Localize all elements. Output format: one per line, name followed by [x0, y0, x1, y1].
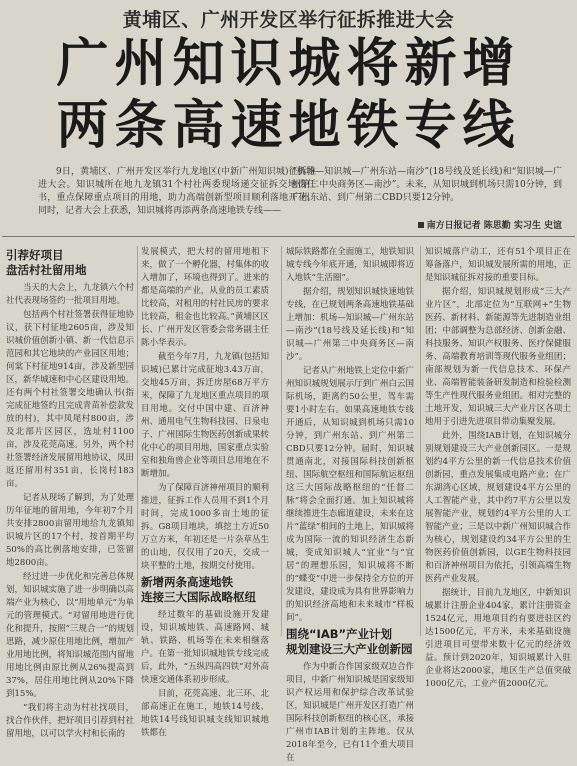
subheading-2	[141, 575, 269, 605]
subheading-line: 连接三大国际战略枢纽	[141, 590, 256, 604]
headline-line-1: 广州知识城将新增	[56, 34, 521, 94]
body-paragraph: 据统计，目前九龙地区，中新知识城累计注册企业404家，累计注册资金1524亿元，用地项目约有要进驻区约达1500亿元，平方米，未来基础设施引进项目可望带来数十亿元的经济效益。预计到2020年，知识城累计入驻企业将达2000家，地区生产总值突破1000亿元，工业产值2000亿元。	[425, 588, 571, 689]
byline-text: 南方日报记者 陈思勤 实习生 史谊	[426, 221, 562, 231]
column-divider	[137, 246, 138, 636]
body-paragraph: 作为中新合作国家级双边合作项目，中新广州知识城是国家级知识产权运用和保护综合改革试验区，知识城是广州开发区打造广州国际科技创新枢纽的核心区，承接广州市IAB计划的主阵地。仅从2018年至今，已有11个重大项目在	[286, 662, 414, 763]
body-paragraph: 据介绍，知识城规划形成“三大产业片区”，北部定位为“互联网+”生物医药、新材料、新能源等先进制造业组团；中部调整为总部经济、创新金融、科技服务、知识产权服务、医疗保健服务、高端教育培训等现代服务业组团；南部规划为新一代信息技术、环保产业、高端智能装备研发制造和检验检测等生产性现代服务业组团。相对完整的土地开发，知识城三大产业片区各项土地用于引进先进项目带动集聚发展。	[425, 287, 571, 427]
body-paragraph: 为了保障百济神州项目的顺利推进，征拆工作人员用不到1个月时间，完成1000多亩土地的征拆。G8项目地块，填挖土方近50万立方米，年初还是一片杂草丛生的山地，仅仅用了20天，交成一块平整的土地，按期交付使用。	[141, 483, 269, 571]
column-3	[286, 246, 414, 766]
body-paragraph: 截至今年7月，九龙镇(包括知识城)已累计完成征地3.43万亩，交地45万亩，拆迁房屋68万平方米，保障了九龙地区重点项目的项目用地。交付中国中建、百济神州、通用电气生物科技园、日泉电子、广州国际生物医药创新成果转化中心的项目用地，国家重点实验室和独角兽企业等项目总用地在不断增加。	[141, 352, 269, 479]
body-paragraph: 包括两个村社签署获得征地协议，获下村征地2605亩，涉及知识城价值创新小镇、新一代信息示范园和其它地块的产业园区用地；何棠下村征地914亩，涉及新型园区，新华城速和中心区建设用地。还有两个村社签署交地确认书(指完成征地签约且完成青苗补偿款发放的村)，其中凤尾村800亩，涉及北部片区园区，选址村1100亩，涉及花莞高速。另外，两个村社签署经济发展留用地协议，凤田返还留用村351亩，长岗村183亩。	[6, 310, 134, 489]
body-paragraph: “我们将主动为村社找项目，找合作伙伴，把好项目引荐到村社留用地，以可以学火村和长南的	[6, 703, 134, 739]
subheading-line: 新增两条高速地铁	[141, 575, 233, 589]
body-paragraph: 城际铁路都在全面施工，地铁知识城专线今年底开通，知识城即将迈入地铁“生活圈”。	[286, 247, 414, 283]
body-paragraph: 据介绍，规划知识城快速地铁专线，在已规划两条高速地铁基础上增加：机场—知识城—广州东站—南沙”(18号线及延长线)和“知识城—广州第二中央商务区—南沙”。	[286, 287, 414, 362]
column-divider	[420, 246, 421, 636]
subheading-line: 盘活村社留用地	[6, 263, 87, 277]
subheading-line: 围绕“IAB”产业计划	[286, 627, 393, 641]
headline-line-2: 两条高速地铁专线	[56, 96, 521, 156]
column-divider	[281, 246, 282, 636]
section-rule	[2, 236, 575, 237]
body-paragraph: 此外，围绕IAB计划，在知识城分别规划建设三大产业创新园区。一是规划约4平方公里的新一代信息技术价值创新园，重点发展集成电路产业；在广东湖湾心区域，规划建设4平方公里的人工智能产业，其中约7平方公里以发展智能产业，规划约4平方公里的人工智能产业；三是以中新广州知识城合作为核心，规划建设约34平方公里的生物医药价值创新园，以GE生物科技园和百济神州项目为依托，引领高端生物医药产业发展。	[425, 431, 571, 584]
column-2	[141, 246, 269, 741]
article-kicker: 黄埔区、广州开发区举行征拆推进大会	[122, 9, 455, 31]
body-paragraph: 记者从现场了解到，为了处理历年征地的留用地，今年初7个月共安排2800亩留用地给九龙镇知识城片区的17个村，按首期平均50%的高比例落地安排，已签留地2800亩。	[6, 493, 134, 568]
subheading-line: 引荐好项目	[6, 248, 64, 262]
subheading-line: 规划建设三大产业创新园	[286, 642, 413, 656]
body-paragraph: 发展模式，把大村的留用地租下来，做了一个孵化器，村集体的收入增加了，环境也得到了。进来的都是高端的产业，从业的员工素质比较高，对租用的村社民房的要求比较高，租金也比较高。”黄埔区区长、广州开发区管委会常务副主任陈小华表示。	[141, 247, 269, 348]
lead-paragraph-left: 9日，黄埔区、广州开发区举行九龙地区(中新广州知识城)征拆推进大会。知识城所在地九龙镇31个村社两委现场递交征拆交地责任书，重点保障重点项目的用地，助力高端创新型项目顺利落地开花。同时，记者大会上获悉，知识城将再添两条高速地铁专线——	[38, 167, 316, 216]
body-paragraph: 目前，花莞高速、北三环、北部高速正在施工，地铁14号线、地铁14号线知识城支线知识城地铁都在	[141, 689, 269, 738]
column-1	[6, 246, 134, 742]
subheading-1	[6, 248, 134, 278]
body-paragraph: 知识城落户动工，还有51个项目正在筹备落户，知识城发展所需的用地，正是知识城征拆对接的重要目标。	[425, 247, 571, 283]
lead-paragraph-right: “机场—知识城—广州东站—南沙”(18号线及延长线)和“知识城—广州第二中央商务区—南沙”。未来，从知识城到机场只需10分钟，到广州东站、到广州第二CBD只要12分钟。	[292, 167, 562, 203]
byline-square-icon	[418, 222, 424, 228]
body-paragraph: 当天的大会上，九龙镇六个村社代表现场签约一批项目用地。	[6, 283, 134, 306]
body-paragraph: 经过数年的基础设施开发建设，知识城地铁、高速路网、城轨、铁路、机场等在未来相继落户。在第一批知识城地铁专线完成后，此外，“五纵四高四铁”对外高快速交通体系初步形成。	[141, 610, 269, 685]
body-paragraph: 记者从广州地铁上定位中新广州知识城规划展示厅到广州白云国际机场，距离约50公里，驾车需要1小时左右。如果高速地铁专线开通后，从知识城到机场只需10分钟，到广州东站、到广州第二CBD只要12分钟。届时，知识城贯通南北，对接国际科技创新枢纽、国际航空枢纽和国际航运枢纽这三大国际战略枢纽的“任督二脉”将会全面打通。加上知识城将继续推进生态廊道建设，未来在这片“蓝绿”相间的土地上，知识城将成为国际一流的知识经济生态新城，变成知识城人“宜业”与“宜居”的理想乐园，知识城将不断的“蝶变”中进一步保持全方位的开发建设，建设成为具有世界影响力的知识经济高地和未来城市“样板间”。	[286, 366, 414, 623]
subheading-3	[286, 627, 414, 657]
byline	[300, 218, 562, 231]
body-paragraph: 经过进一步优化和完善总体规划，知识城实施了进一步明确以高端产业为核心，以“用地单元”为单元的管理模式。“对留用地进行优化和提升，按照“三规合一”的规划思路，减少原住用地比例，增加产业用地比例，将知识城范围内留地用地比例由原比例从26%提高到37%，居住用地比例从20%下降到15%。	[6, 572, 134, 699]
column-4	[425, 246, 571, 692]
